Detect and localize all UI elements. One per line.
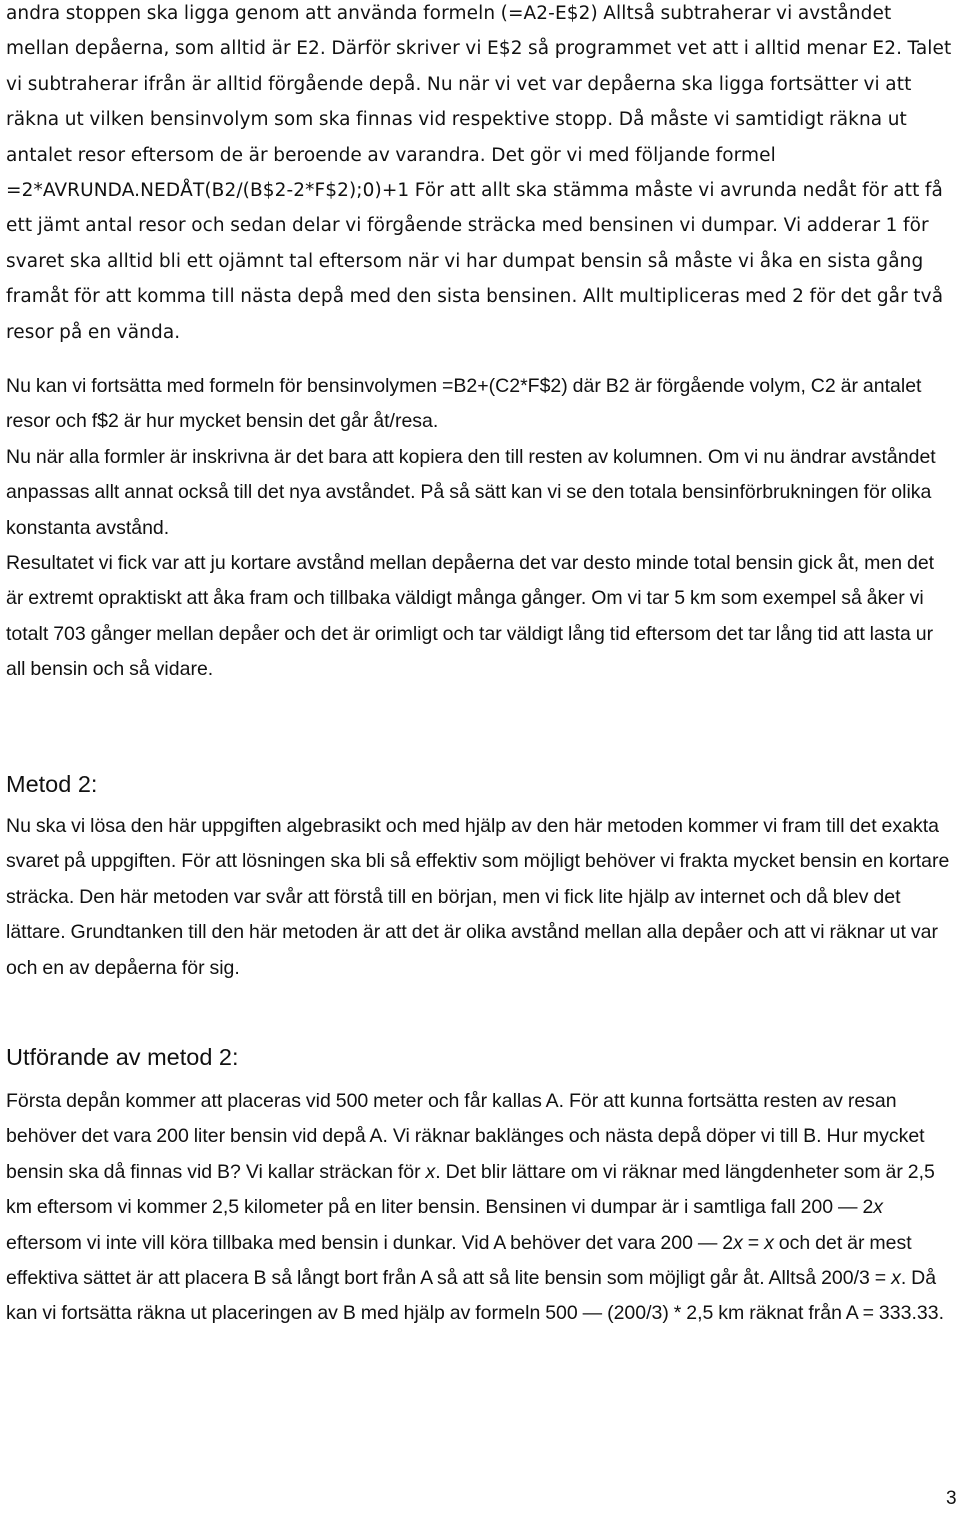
- heading-execution-method-2: Utförande av metod 2:: [6, 1044, 239, 1070]
- execution-text-f: . Då kan vi fortsätta räkna ut placeringen av B med hjälp av formeln 500 — (200/3) * 2,5 km räknat från A = 333.33.: [6, 1267, 944, 1325]
- paragraph-method-2: Nu ska vi lösa den här uppgiften algebrasikt och med hjälp av den här metoden kommer vi fram till det exakta svaret på uppgiften. För att lösningen ska bli så effektiv som möjligt behöver vi frakta mycket bensin en kortare sträcka. Den här metoden var svår att förstå till en början, men vi fick lite hjälp av internet och då blev det lättare. Grundtanken till den här metoden är att det är olika avstånd mellan alla depåer och att vi räknar ut var och en av depåerna för sig.: [6, 815, 950, 979]
- heading-method-2: Metod 2:: [6, 771, 98, 797]
- execution-text-a: Första depån kommer att placeras vid 500 meter och får kallas A. För att kunna fortsätta resten av resan behöver det vara 200 liter bensin vid depå A. Vi räknar baklänges och nästa depå döper vi till B. Hur mycket bensin ska då finnas vid B? Vi kallar sträckan för: [6, 1090, 925, 1183]
- execution-text-d: =: [742, 1231, 765, 1254]
- variable-x: x: [891, 1267, 901, 1290]
- paragraph-execution-method-2: [6, 1084, 956, 1332]
- variable-x: x: [733, 1231, 743, 1254]
- paragraph-copy-formulas: Nu när alla formler är inskrivna är det bara att kopiera den till resten av kolumnen. Om vi nu ändrar avståndet anpassas allt annat också till det nya avståndet. På så sätt kan vi se den totala bensinförbrukningen för olika konstanta avstånd.: [6, 446, 936, 539]
- paragraph-formula-explanation: andra stoppen ska ligga genom att använda formeln (=A2-E$2) Alltså subtraherar vi avståndet mellan depåerna, som alltid är E2. Därför skriver vi E$2 så programmet vet att i alltid menar E2. Talet vi subtraherar ifrån är alltid förgående depå. Nu när vi vet var depåerna ska ligga fortsätter vi att räkna ut vilken bensinvolym som ska finnas vid respektive stopp. Då måste vi samtidigt räkna ut antalet resor eftersom de är beroende av varandra. Det gör vi med följande formel =2*AVRUNDA.NEDÅT(B2/(B$2-2*F$2);0)+1 För att allt ska stämma måste vi avrunda nedåt för att få ett jämt antal resor och sedan delar vi förgående sträcka med bensinen vi dumpar. Vi adderar 1 för svaret ska alltid bli ett ojämnt tal eftersom när vi har dumpat bensin så måste vi åka en sista gång framåt för att komma till nästa depå med den sista bensinen. Allt multipliceras med 2 för det går två resor på en vända.: [6, 3, 952, 343]
- execution-text-b: . Det blir lättare om vi räknar med längdenheter som är 2,5 km eftersom vi kommer 2,5 kilometer på en liter bensin. Bensinen vi dumpar är i samtliga fall 200 — 2: [6, 1160, 935, 1219]
- variable-x: x: [873, 1196, 884, 1219]
- variable-x: x: [764, 1231, 774, 1254]
- paragraph-fuel-volume-formula: Nu kan vi fortsätta med formeln för bensinvolymen =B2+(C2*F$2) där B2 är förgående volym, C2 är antalet resor och f$2 är hur mycket bensin det går åt/resa.: [6, 375, 922, 433]
- execution-text-e: och det är mest effektiva sättet är att placera B så långt bort från A så att så lite bensin som möjligt går åt. Alltså 200/3 =: [6, 1231, 912, 1290]
- execution-text-c: eftersom vi inte vill köra tillbaka med bensin i dunkar. Vid A behöver det vara 200 — 2: [6, 1231, 734, 1254]
- paragraph-result: Resultatet vi fick var att ju kortare avstånd mellan depåerna det var desto minde total bensin gick åt, men det är extremt opraktiskt att åka fram och tillbaka väldigt många gånger. Om vi tar 5 km som exempel så åker vi totalt 703 gånger mellan depåer och det är orimligt och tar väldigt lång tid eftersom det tar lång tid att lasta ur all bensin och så vidare.: [6, 552, 935, 681]
- variable-x: x: [425, 1160, 436, 1183]
- page-number: 3: [946, 1488, 957, 1509]
